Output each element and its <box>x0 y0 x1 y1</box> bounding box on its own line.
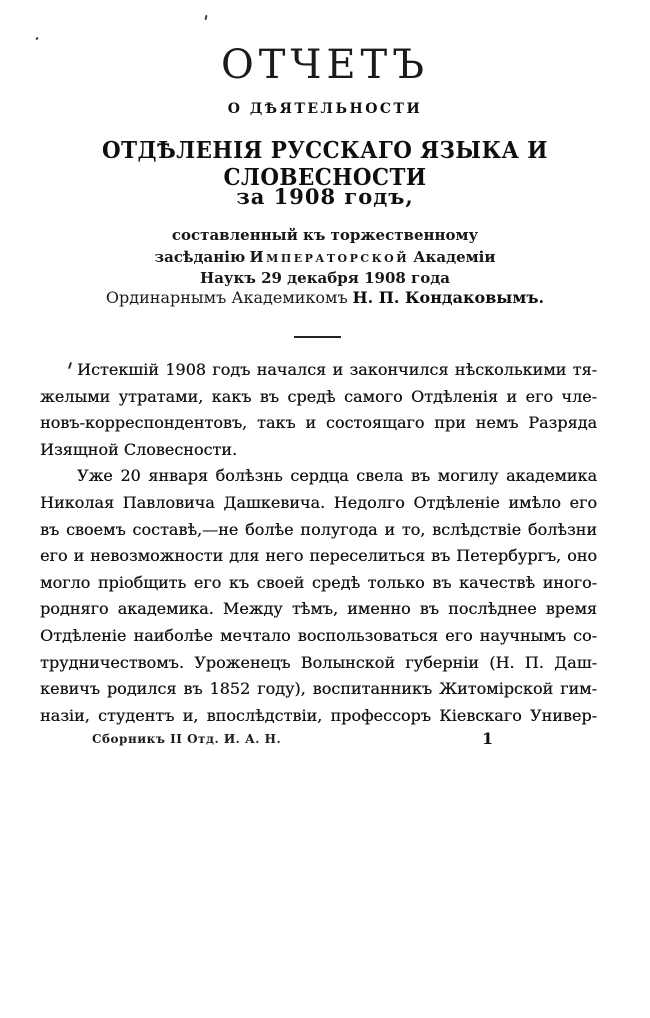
text-line: родняго академика. Между тѣмъ, именно въ послѣднее время <box>40 599 597 619</box>
series-imprint: Сборникъ II Отд. И. А. Н. <box>92 732 282 746</box>
scan-speck <box>205 15 208 20</box>
year-line: за 1908 годъ, <box>236 184 414 209</box>
byline <box>0 225 650 290</box>
text-line: кевичъ родился въ 1852 году), воспитанникъ Житомірской гим- <box>40 679 597 699</box>
text-line: могло пріобщить его къ своей средѣ только въ качествѣ иного- <box>40 572 597 592</box>
scan-speck <box>35 37 38 41</box>
text-line: Изящной Словесности. <box>40 439 238 459</box>
text-line: въ своемъ составѣ,—не болѣе полугода и то, вслѣдствіе болѣзни <box>40 519 597 539</box>
author-name: Н. П. Кондаковымъ. <box>352 288 545 307</box>
author-prefix: Ординарнымъ Академикомъ <box>105 288 348 307</box>
divider-rule <box>294 336 341 338</box>
text-line: желыми утратами, какъ въ средѣ самого Отдѣленія и его чле- <box>40 386 597 406</box>
text-line: Николая Павловича Дашкевича. Недолго Отдѣленіе имѣло его <box>40 492 597 512</box>
page-number: 1 <box>482 729 494 748</box>
author-line <box>0 288 650 307</box>
text-line: Истекшій 1908 годъ начался и закончился нѣсколькими тя- <box>77 360 597 379</box>
byline-text: Академіи <box>413 247 496 266</box>
text-line: Отдѣленіе наиболѣе мечтало воспользоваться его научнымъ со- <box>40 625 597 645</box>
text-line: новъ-корреспондентовъ, такъ и состоящаго при немъ Разряда <box>40 413 597 433</box>
byline-text: составленный къ торжественному засѣданію <box>154 226 479 266</box>
byline-line2: Наукъ 29 декабря 1908 года <box>200 269 450 287</box>
body-text <box>40 357 597 729</box>
text-line: трудничествомъ. Уроженецъ Волынской губерніи (Н. П. Даш- <box>40 652 597 672</box>
text-line: Уже 20 января болѣзнь сердца свела въ могилу академика <box>77 466 597 486</box>
report-title: ОТЧЕТЪ <box>220 42 430 88</box>
department-title: ОТДѢЛЕНІЯ РУССКАГО ЯЗЫКА И СЛОВЕСНОСТИ <box>102 137 548 191</box>
paragraph-2 <box>40 463 597 729</box>
text-line: его и невозможности для него переселиться въ Петербургъ, оно <box>40 546 597 566</box>
byline-line1 <box>0 225 650 268</box>
text-line: назіи, студентъ и, впослѣдствіи, профессоръ Кіевскаго Универ- <box>40 705 597 725</box>
byline-emphasis: Императорской <box>249 247 410 266</box>
paragraph-1 <box>40 357 597 463</box>
page-footer <box>40 729 597 749</box>
report-subtitle: О ДѢЯТЕЛЬНОСТИ <box>227 101 423 117</box>
